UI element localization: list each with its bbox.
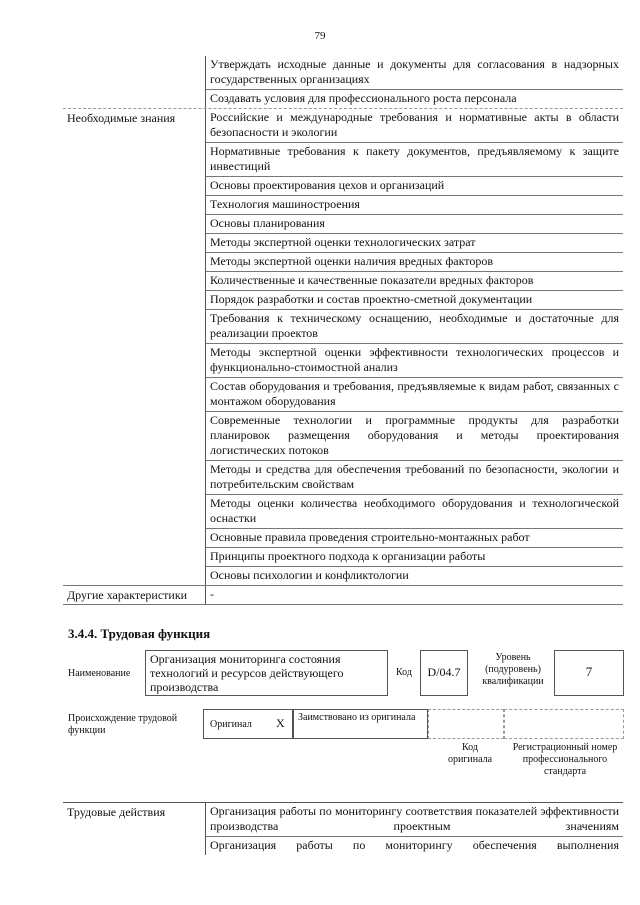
labor-actions-row — [63, 803, 623, 855]
labor-actions-list — [206, 803, 623, 855]
skills-row-label-cell — [63, 56, 206, 108]
knowledge-item: Основы проектирования цехов и организаций — [206, 177, 623, 196]
labor-action-item: Организация работы по мониторингу соответствия показателей эффективности производства проектным значениям — [206, 803, 623, 837]
knowledge-item: Состав оборудования и требования, предъявляемые к видам работ, связанных с монтажом оборудования — [206, 378, 623, 412]
knowledge-item: Принципы проектного подхода к организации работы — [206, 548, 623, 567]
required-knowledge-list — [206, 109, 623, 585]
origin-label: Происхождение трудовой функции — [68, 713, 178, 736]
knowledge-item: Основы планирования — [206, 215, 623, 234]
knowledge-item: Основы психологии и конфликтологии — [210, 568, 409, 582]
reg-number-label: Регистрационный номер профессионального стандарта — [512, 742, 618, 777]
knowledge-item: Российские и международные требования и нормативные акты в области безопасности и экологии — [206, 109, 623, 143]
level-label: Уровень (подуровень) квалификации — [482, 652, 544, 687]
knowledge-item: Технология машиностроения — [206, 196, 623, 215]
labor-action-item: Организация работы по мониторингу обеспечения выполнения — [210, 838, 619, 852]
other-characteristics-value: - — [210, 587, 214, 601]
required-knowledge-label: Необходимые знания — [63, 109, 206, 585]
skill-item: Утверждать исходные данные и документы для согласования в надзорных государственных организациях — [206, 56, 623, 90]
skills-row — [63, 56, 623, 109]
knowledge-table — [63, 56, 623, 605]
original-cell — [203, 709, 293, 739]
name-label: Наименование — [68, 668, 131, 679]
labor-actions-table — [63, 802, 623, 855]
skill-item: Создавать условия для профессионального роста персонала — [210, 91, 517, 105]
code-label: Код — [396, 667, 412, 678]
other-characteristics-cell — [206, 586, 623, 604]
knowledge-item: Современные технологии и программные продукты для разработки планировок размещения оборудования и методы проектирования логистических потоков — [206, 412, 623, 461]
section-heading: 3.4.4. Трудовая функция — [68, 626, 211, 641]
knowledge-item: Порядок разработки и состав проектно-сметной документации — [206, 291, 623, 310]
function-name-box: Организация мониторинга состояния технологий и ресурсов действующего производства — [145, 650, 388, 696]
knowledge-item: Методы экспертной оценки технологических затрат — [206, 234, 623, 253]
borrowed-cell: Заимствовано из оригинала — [293, 709, 428, 739]
skills-list — [206, 56, 623, 108]
knowledge-item: Методы оценки количества необходимого оборудования и технологической оснастки — [206, 495, 623, 529]
knowledge-item: Основные правила проведения строительно-монтажных работ — [206, 529, 623, 548]
reg-number-cell — [504, 709, 624, 739]
other-characteristics-label: Другие характеристики — [63, 586, 206, 604]
level-box: 7 — [554, 650, 624, 696]
required-knowledge-row — [63, 109, 623, 586]
page-number: 79 — [314, 30, 326, 42]
code-box: D/04.7 — [420, 650, 468, 696]
code-original-label: Код оригинала — [447, 742, 493, 765]
original-label: Оригинал — [210, 719, 252, 730]
knowledge-item: Требования к техническому оснащению, необходимые и достаточные для реализации проектов — [206, 310, 623, 344]
knowledge-item: Нормативные требования к пакету документов, предъявляемому к защите инвестиций — [206, 143, 623, 177]
knowledge-item: Методы и средства для обеспечения требований по безопасности, экологии и потребительским свойствам — [206, 461, 623, 495]
knowledge-item: Количественные и качественные показатели вредных факторов — [206, 272, 623, 291]
knowledge-item: Методы экспертной оценки наличия вредных факторов — [206, 253, 623, 272]
labor-actions-label: Трудовые действия — [63, 803, 206, 855]
code-original-cell — [428, 709, 504, 739]
other-characteristics-row — [63, 586, 623, 605]
knowledge-item: Методы экспертной оценки эффективности технологических процессов и функционально-стоимостной анализ — [206, 344, 623, 378]
original-mark: X — [276, 716, 285, 730]
